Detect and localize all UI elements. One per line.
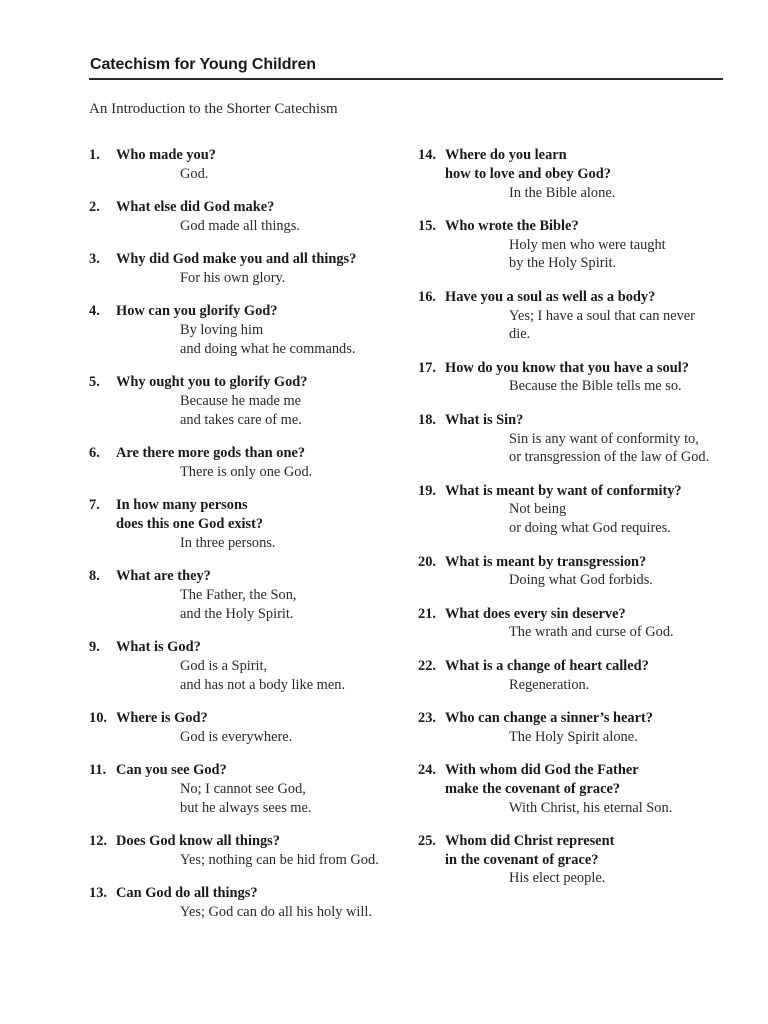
answer-text: The Holy Spirit alone. [509,728,638,745]
right-column [418,146,748,903]
question-row [418,605,748,624]
qa-item [89,373,409,429]
question-text: Why ought you to glorify God? [116,374,308,391]
question-number: 23. [418,709,436,726]
answer-text: Yes; God can do all his holy will. [180,903,373,920]
question-row [418,288,748,307]
question-text: Can God do all things? [116,884,258,901]
question-text: Are there more gods than one? [116,445,306,462]
question-text: What is meant by want of conformity? [445,482,682,499]
question-text: How do you know that you have a soul? [445,359,689,376]
qa-item [89,884,409,922]
question-text: Whom did Christ represent in the covenant of grace? [445,832,615,868]
answer-text: Sin is any want of conformity to, or transgression of the law of God. [509,430,710,466]
question-number: 21. [418,605,436,622]
question-row [418,482,748,501]
qa-item [89,709,409,747]
question-row [418,411,748,430]
answer-text: Yes; nothing can be hid from God. [180,851,379,868]
question-text: With whom did God the Father make the covenant of grace? [445,761,639,797]
qa-item [418,709,748,747]
question-row [89,761,409,780]
question-number: 5. [89,374,100,391]
qa-item [418,553,748,591]
question-number: 7. [89,497,100,514]
question-row [89,373,409,392]
question-text: What is a change of heart called? [445,657,649,674]
question-text: Who can change a sinner’s heart? [445,709,653,726]
question-text: How can you glorify God? [116,303,278,320]
answer-text: Regeneration. [509,676,590,693]
question-row [89,198,409,217]
question-number: 12. [89,832,107,849]
qa-item [89,761,409,817]
qa-item [418,482,748,538]
question-row [418,657,748,676]
answer-text: The wrath and curse of God. [509,624,674,641]
question-number: 25. [418,832,436,849]
qa-item [418,657,748,695]
question-row [89,444,409,463]
question-text: Where is God? [116,709,208,726]
question-row [89,884,409,903]
question-row [89,709,409,728]
answer-text: With Christ, his eternal Son. [509,799,673,816]
question-row [89,638,409,657]
answer-text: God is a Spirit, and has not a body like men. [180,657,346,693]
question-row [418,146,748,184]
question-number: 16. [418,288,436,305]
question-number: 6. [89,445,100,462]
question-row [418,709,748,728]
answer-text: Not being or doing what God requires. [509,501,671,537]
question-number: 1. [89,147,100,163]
left-column [89,146,409,936]
question-text: Where do you learn how to love and obey God? [445,147,611,182]
question-number: 2. [89,199,100,216]
answer-text: There is only one God. [180,463,313,480]
qa-item [418,288,748,344]
question-number: 4. [89,303,100,320]
qa-item [418,761,748,817]
question-text: What is meant by transgression? [445,553,647,570]
qa-item [89,832,409,870]
question-number: 10. [89,709,107,726]
question-text: Have you a soul as well as a body? [445,288,656,305]
title-rule [89,78,723,80]
question-number: 20. [418,553,436,570]
page-subtitle: An Introduction to the Shorter Catechism [89,101,338,117]
question-text: Who wrote the Bible? [445,217,579,234]
qa-item [418,605,748,643]
answer-text: By loving him and doing what he commands. [180,322,356,357]
answer-text: Because the Bible tells me so. [509,378,682,395]
question-text: What does every sin deserve? [445,605,626,622]
question-text: Does God know all things? [116,832,280,849]
qa-item [89,302,409,358]
question-row [89,567,409,586]
answer-text: In the Bible alone. [509,184,616,201]
answer-text: In three persons. [180,534,276,551]
question-number: 13. [89,884,107,901]
qa-item [418,359,748,397]
question-number: 18. [418,411,436,428]
answer-text: Yes; I have a soul that can never die. [509,307,695,343]
question-text: Can you see God? [116,761,227,778]
question-number: 15. [418,217,436,234]
question-row [418,359,748,378]
question-number: 17. [418,359,436,376]
question-text: In how many persons does this one God exist? [116,497,264,532]
question-number: 11. [89,761,107,778]
qa-item [89,250,409,288]
answer-text: His elect people. [509,870,606,887]
question-number: 24. [418,761,436,778]
question-number: 19. [418,482,436,499]
question-row [89,832,409,851]
question-row [89,496,409,534]
answer-text: God. [180,165,209,182]
qa-item [89,567,409,623]
qa-item [418,146,748,202]
question-row [89,146,409,165]
question-text: What else did God make? [116,199,275,216]
answer-text: For his own glory. [180,269,286,286]
question-row [418,832,748,870]
question-text: What is God? [116,638,201,655]
qa-item [89,496,409,552]
question-text: What is Sin? [445,411,524,428]
question-row [418,761,748,799]
answer-text: God made all things. [180,217,300,234]
question-number: 8. [89,568,100,585]
question-row [418,217,748,236]
question-number: 9. [89,638,100,655]
qa-item [418,832,748,888]
question-number: 22. [418,657,436,674]
question-row [89,250,409,269]
question-row [418,553,748,572]
question-number: 14. [418,147,436,163]
qa-item [89,638,409,694]
qa-item [418,217,748,273]
answer-text: Because he made me and takes care of me. [180,392,302,428]
answer-text: No; I cannot see God, but he always sees me. [180,780,312,816]
qa-item [89,198,409,236]
qa-item [89,146,409,184]
question-text: What are they? [116,568,211,585]
answer-text: The Father, the Son, and the Holy Spirit. [180,586,297,622]
question-text: Who made you? [116,147,216,163]
qa-item [418,411,748,467]
question-text: Why did God make you and all things? [116,251,357,268]
qa-item [89,444,409,482]
page-title: Catechism for Young Children [90,56,316,73]
answer-text: Doing what God forbids. [509,572,653,589]
question-row [89,302,409,321]
answer-text: God is everywhere. [180,728,293,745]
answer-text: Holy men who were taught by the Holy Spirit. [509,236,666,272]
question-number: 3. [89,251,100,268]
